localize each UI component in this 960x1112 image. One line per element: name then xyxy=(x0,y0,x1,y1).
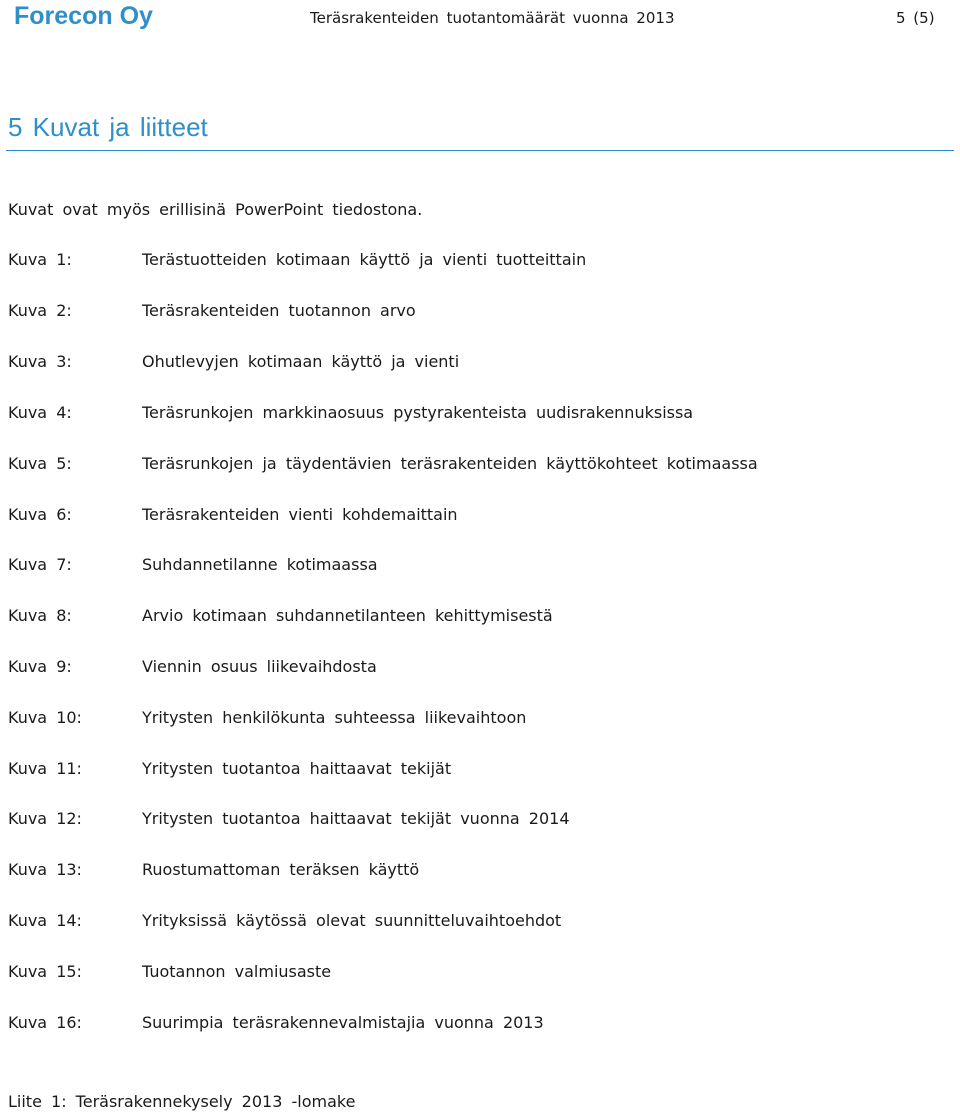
figure-label: Kuva 12: xyxy=(8,809,82,828)
figure-title: Yritysten tuotantoa haittaavat tekijät xyxy=(142,759,452,778)
figure-list-item xyxy=(8,1013,948,1037)
figure-label: Kuva 16: xyxy=(8,1013,82,1032)
figure-title: Terästuotteiden kotimaan käyttö ja vienti tuotteittain xyxy=(142,250,587,269)
figure-list-item xyxy=(8,454,948,478)
figure-title: Teräsrunkojen markkinaosuus pystyrakenteista uudisrakennuksissa xyxy=(142,403,694,422)
figure-label: Kuva 2: xyxy=(8,301,72,320)
figure-list-item xyxy=(8,708,948,732)
figure-label: Kuva 13: xyxy=(8,860,82,879)
figure-list-item xyxy=(8,403,948,427)
figure-label: Kuva 8: xyxy=(8,606,72,625)
section-heading: 5 Kuvat ja liitteet xyxy=(8,112,208,142)
figure-label: Kuva 3: xyxy=(8,352,72,371)
figure-title: Tuotannon valmiusaste xyxy=(142,962,332,981)
figure-label: Kuva 7: xyxy=(8,555,72,574)
figure-title: Teräsrunkojen ja täydentävien teräsrakenteiden käyttökohteet kotimaassa xyxy=(142,454,758,473)
figure-title: Yritysten henkilökunta suhteessa liikevaihtoon xyxy=(142,708,527,727)
figure-title: Yrityksissä käytössä olevat suunnitteluvaihtoehdot xyxy=(142,911,562,930)
figure-list-item xyxy=(8,606,948,630)
company-logo-text: Forecon Oy xyxy=(14,2,153,30)
figure-list-item xyxy=(8,860,948,884)
figure-list-item xyxy=(8,657,948,681)
page-header xyxy=(0,0,960,36)
figure-title: Teräsrakenteiden tuotannon arvo xyxy=(142,301,416,320)
figure-title: Teräsrakenteiden vienti kohdemaittain xyxy=(142,505,458,524)
figure-list-item xyxy=(8,301,948,325)
appendix-reference: Liite 1: Teräsrakennekysely 2013 -lomake xyxy=(8,1092,356,1111)
figure-label: Kuva 14: xyxy=(8,911,82,930)
heading-divider xyxy=(6,150,954,151)
figure-list-item xyxy=(8,352,948,376)
figure-label: Kuva 10: xyxy=(8,708,82,727)
figure-label: Kuva 15: xyxy=(8,962,82,981)
figure-label: Kuva 9: xyxy=(8,657,72,676)
figure-list-item xyxy=(8,962,948,986)
figure-title: Arvio kotimaan suhdannetilanteen kehittymisestä xyxy=(142,606,553,625)
figure-label: Kuva 1: xyxy=(8,250,72,269)
figure-title: Viennin osuus liikevaihdosta xyxy=(142,657,377,676)
document-title: Teräsrakenteiden tuotantomäärät vuonna 2013 xyxy=(310,9,675,27)
intro-paragraph: Kuvat ovat myös erillisinä PowerPoint tiedostona. xyxy=(8,200,423,219)
figure-label: Kuva 11: xyxy=(8,759,82,778)
figure-label: Kuva 5: xyxy=(8,454,72,473)
figure-list-item xyxy=(8,250,948,274)
figure-label: Kuva 4: xyxy=(8,403,72,422)
figure-list-item xyxy=(8,555,948,579)
figure-title: Ohutlevyjen kotimaan käyttö ja vienti xyxy=(142,352,460,371)
figure-list-item xyxy=(8,809,948,833)
figure-list-item xyxy=(8,505,948,529)
figure-label: Kuva 6: xyxy=(8,505,72,524)
figure-title: Yritysten tuotantoa haittaavat tekijät vuonna 2014 xyxy=(142,809,570,828)
figure-list-item xyxy=(8,759,948,783)
figure-title: Ruostumattoman teräksen käyttö xyxy=(142,860,420,879)
figure-title: Suhdannetilanne kotimaassa xyxy=(142,555,378,574)
figure-title: Suurimpia teräsrakennevalmistajia vuonna 2013 xyxy=(142,1013,544,1032)
figure-list-item xyxy=(8,911,948,935)
page-number: 5 (5) xyxy=(896,9,935,27)
